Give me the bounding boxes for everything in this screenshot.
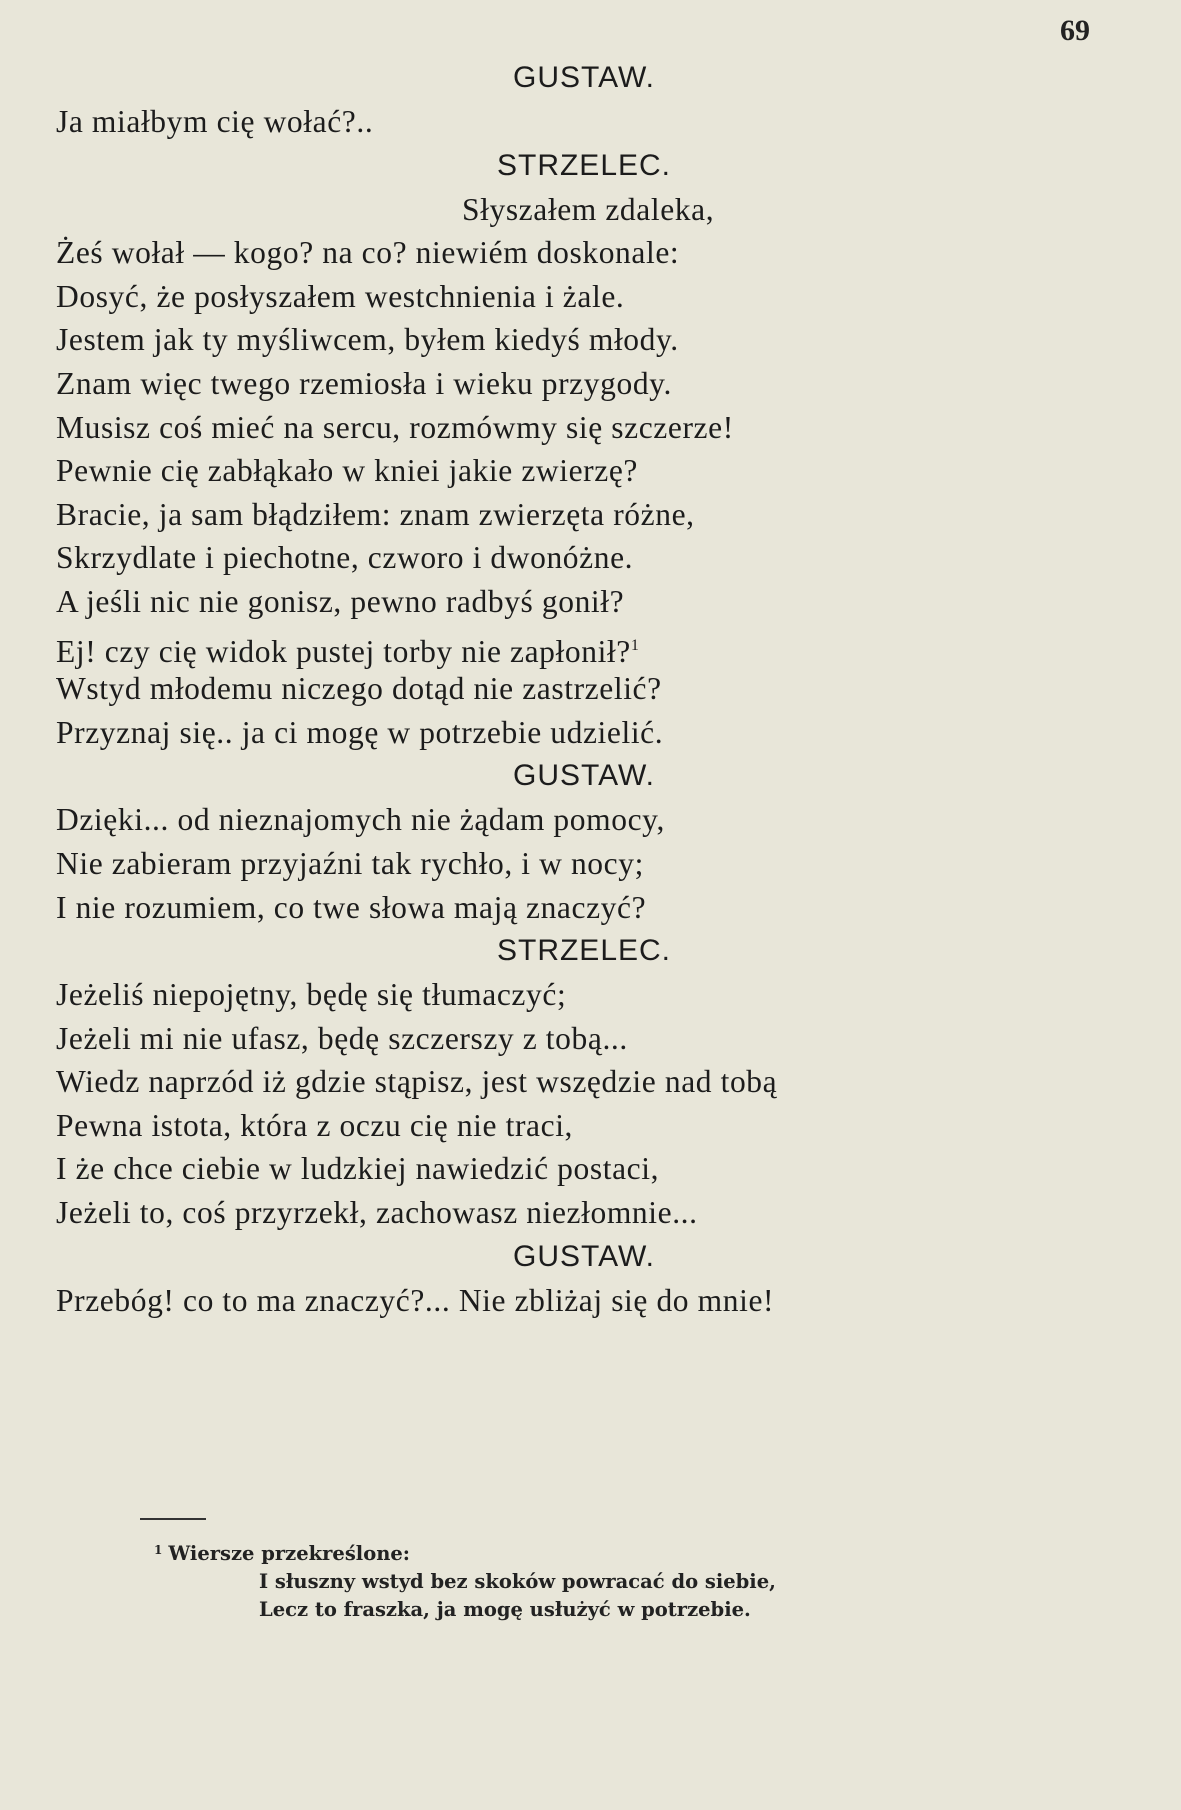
verse-line <box>56 362 1181 406</box>
verse-text: Nie zabieram przyjaźni tak rychło, i w nocy; <box>56 845 644 881</box>
verse-line <box>56 1104 1181 1148</box>
verse-text: Pewna istota, która z oczu cię nie traci, <box>56 1107 574 1143</box>
verse-text: I że chce ciebie w ludzkiej nawiedzić postaci, <box>56 1151 660 1187</box>
verse-line <box>56 275 1181 319</box>
verse-text: Ja miałbym cię wołać?.. <box>56 104 374 139</box>
verse-text: Jeżeli to, coś przyrzekł, zachowasz niezłomnie... <box>56 1195 698 1231</box>
verse-text: A jeśli nic nie gonisz, pewno radbyś gonił? <box>56 583 625 619</box>
verse-line <box>56 886 1181 930</box>
verse-line <box>56 1017 1181 1061</box>
speaker-name <box>134 754 1034 798</box>
verse-text: Wstyd młodemu niczego dotąd nie zastrzelić? <box>56 671 662 707</box>
verse-text: Jestem jak ty myśliwcem, byłem kiedyś młody. <box>56 322 679 358</box>
verse-line <box>56 798 1181 842</box>
verse-text: Żeś wołał — kogo? na co? niewiém doskonale: <box>56 235 680 271</box>
verse-text: Musisz coś mieć na sercu, rozmówmy się szczerze! <box>56 409 734 445</box>
verse-line <box>56 1060 1181 1104</box>
speaker-label: STRZELEC. <box>496 148 672 182</box>
verse-text: Przyznaj się.. ja ci mogę w potrzebie udzielić. <box>56 714 664 750</box>
verse-text: I nie rozumiem, co twe słowa mają znaczyć? <box>56 889 647 925</box>
speaker-name <box>134 144 1034 188</box>
verse-text: Skrzydlate i piechotne, czworo i dwonóżne. <box>56 540 634 576</box>
verse-line <box>56 493 1181 537</box>
footnote-rule <box>140 1518 206 1520</box>
verse-line <box>56 100 1181 144</box>
verse-line <box>56 580 1181 624</box>
speaker-name <box>134 929 1034 973</box>
speaker-name <box>134 56 1034 100</box>
verse-line <box>56 1147 1181 1191</box>
verse-line <box>462 188 1181 232</box>
footnote <box>154 1536 776 1624</box>
speaker-label: STRZELEC. <box>496 934 672 968</box>
verse-text: Jeżeliś niepojętny, będę się tłumaczyć; <box>56 977 567 1013</box>
verse-line <box>56 1191 1181 1235</box>
verse-line <box>56 318 1181 362</box>
footnote-reference: 1 <box>630 636 640 654</box>
verse-text: Przebóg! co to ma znaczyć?... Nie zbliżaj się do mnie! <box>56 1282 775 1318</box>
verse-text: Znam więc twego rzemiosła i wieku przygody. <box>56 365 672 401</box>
verse-text: Bracie, ja sam błądziłem: znam zwierzęta różne, <box>56 496 695 532</box>
speaker-name <box>134 1235 1034 1279</box>
verse-text: Dosyć, że posłyszałem westchnienia i żale. <box>56 278 625 314</box>
verse-text: Dzięki... od nieznajomych nie żądam pomocy, <box>56 802 665 838</box>
verse-line <box>56 842 1181 886</box>
verse-line <box>56 667 1181 711</box>
verse-text: Wiedz naprzód iż gdzie stąpisz, jest wszędzie nad tobą <box>56 1064 778 1100</box>
verse-line <box>56 536 1181 580</box>
speaker-label: GUSTAW. <box>513 759 655 793</box>
footnote-line: I słuszny wstyd bez skoków powracać do siebie, <box>259 1570 776 1593</box>
speaker-label: GUSTAW. <box>513 1239 655 1273</box>
page-number: 69 <box>1060 14 1090 47</box>
footnote-heading: Wiersze przekreślone: <box>168 1542 411 1565</box>
verse-line <box>56 231 1181 275</box>
drama-text <box>0 56 1181 1322</box>
verse-line <box>56 711 1181 755</box>
speaker-label: GUSTAW. <box>513 61 655 94</box>
verse-text: Słyszałem zdaleka, <box>462 191 715 227</box>
footnote-mark: 1 <box>154 1543 163 1557</box>
verse-line <box>56 406 1181 450</box>
verse-text: Jeżeli mi nie ufasz, będę szczerszy z tobą... <box>56 1020 628 1056</box>
footnote-line: Lecz to fraszka, ja mogę usłużyć w potrzebie. <box>259 1598 751 1621</box>
verse-line <box>56 973 1181 1017</box>
verse-line <box>56 624 1181 668</box>
verse-line <box>56 1279 1181 1323</box>
verse-text: Pewnie cię zabłąkało w kniei jakie zwierzę? <box>56 453 639 489</box>
footnote-heading-line <box>154 1536 776 1568</box>
verse-line <box>56 449 1181 493</box>
verse-text: Ej! czy cię widok pustej torby nie zapłonił? <box>56 633 631 669</box>
